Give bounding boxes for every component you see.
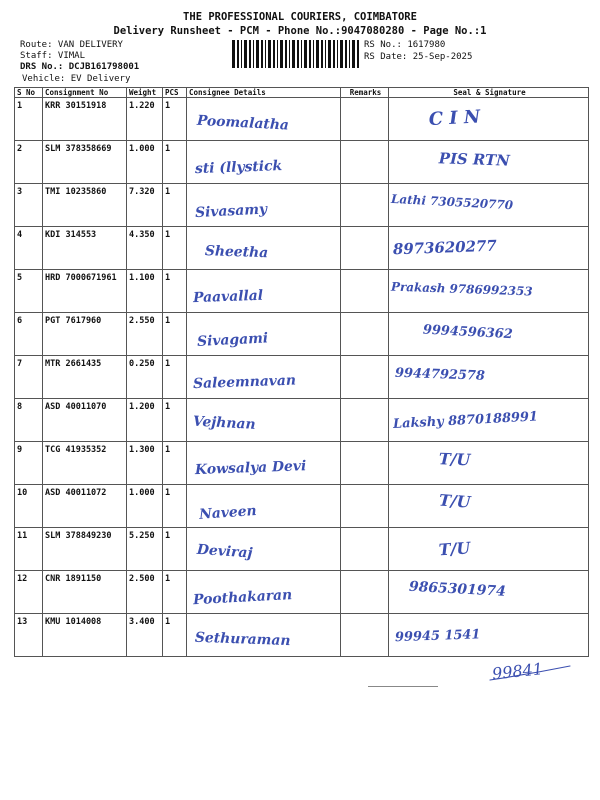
cell-pcs: 1 bbox=[163, 98, 187, 141]
cell-remarks bbox=[341, 270, 389, 313]
col-seal: Seal & Signature bbox=[389, 88, 589, 98]
cell-remarks bbox=[341, 98, 389, 141]
svg-text:Lakshy 8870188991: Lakshy 8870188991 bbox=[392, 409, 539, 432]
table-row bbox=[15, 313, 589, 356]
svg-text:Naveen: Naveen bbox=[198, 502, 258, 523]
cell-consignment: ASD 40011070 bbox=[43, 399, 127, 442]
svg-text:Prakash 9786992353: Prakash 9786992353 bbox=[390, 279, 533, 299]
cell-pcs: 1 bbox=[163, 485, 187, 528]
svg-text:Vejhnan: Vejhnan bbox=[192, 413, 256, 433]
cell-consignee-signature bbox=[187, 98, 341, 141]
cell-remarks bbox=[341, 184, 389, 227]
cell-consignee-signature bbox=[187, 184, 341, 227]
cell-consignment: SLM 378849230 bbox=[43, 528, 127, 571]
cell-consignment: TMI 10235860 bbox=[43, 184, 127, 227]
svg-text:T/U: T/U bbox=[438, 490, 472, 512]
cell-seal-signature bbox=[389, 141, 589, 184]
cell-consignee-signature bbox=[187, 227, 341, 270]
cell-weight: 1.000 bbox=[127, 141, 163, 184]
divider-line bbox=[368, 686, 438, 687]
table-row bbox=[15, 485, 589, 528]
table-row bbox=[15, 442, 589, 485]
rs-number: RS No.: 1617980 bbox=[364, 40, 446, 50]
cell-pcs: 1 bbox=[163, 571, 187, 614]
cell-weight: 0.250 bbox=[127, 356, 163, 399]
cell-remarks bbox=[341, 614, 389, 657]
cell-pcs: 1 bbox=[163, 270, 187, 313]
cell-consignee-signature bbox=[187, 571, 341, 614]
table-row bbox=[15, 399, 589, 442]
cell-consignment: CNR 1891150 bbox=[43, 571, 127, 614]
cell-weight: 1.100 bbox=[127, 270, 163, 313]
svg-text:Sethuraman: Sethuraman bbox=[194, 629, 291, 650]
table-row bbox=[15, 571, 589, 614]
svg-text:Paavallal: Paavallal bbox=[192, 287, 264, 307]
svg-text:Sivasamy: Sivasamy bbox=[194, 201, 268, 222]
cell-consignment: KMU 1014008 bbox=[43, 614, 127, 657]
table-row bbox=[15, 184, 589, 227]
svg-text:99945 1541: 99945 1541 bbox=[394, 627, 481, 646]
cell-seal-signature bbox=[389, 184, 589, 227]
table-row bbox=[15, 227, 589, 270]
cell-consignment: SLM 378358669 bbox=[43, 141, 127, 184]
svg-text:Poomalatha: Poomalatha bbox=[196, 112, 290, 134]
cell-consignment: ASD 40011072 bbox=[43, 485, 127, 528]
cell-seal-signature bbox=[389, 399, 589, 442]
cell-sno: 1 bbox=[15, 98, 43, 141]
col-weight: Weight bbox=[127, 88, 163, 98]
cell-sno: 11 bbox=[15, 528, 43, 571]
cell-pcs: 1 bbox=[163, 356, 187, 399]
svg-text:T/U: T/U bbox=[438, 538, 471, 560]
table-row bbox=[15, 141, 589, 184]
cell-consignee-signature bbox=[187, 313, 341, 356]
cell-sno: 6 bbox=[15, 313, 43, 356]
rs-date: RS Date: 25-Sep-2025 bbox=[364, 52, 473, 62]
col-pcs: PCS bbox=[163, 88, 187, 98]
table-row bbox=[15, 270, 589, 313]
cell-sno: 12 bbox=[15, 571, 43, 614]
cell-seal-signature bbox=[389, 571, 589, 614]
route-label: Route: VAN DELIVERY bbox=[20, 40, 123, 50]
cell-remarks bbox=[341, 313, 389, 356]
cell-remarks bbox=[341, 141, 389, 184]
drs-number: DRS No.: DCJB161798001 bbox=[20, 62, 140, 72]
barcode-image bbox=[232, 40, 360, 68]
cell-consignment: PGT 7617960 bbox=[43, 313, 127, 356]
col-remarks: Remarks bbox=[341, 88, 389, 98]
cell-seal-signature bbox=[389, 442, 589, 485]
cell-seal-signature bbox=[389, 528, 589, 571]
cell-weight: 1.220 bbox=[127, 98, 163, 141]
svg-text:PIS RTN: PIS RTN bbox=[438, 149, 511, 170]
cell-pcs: 1 bbox=[163, 141, 187, 184]
cell-weight: 4.350 bbox=[127, 227, 163, 270]
cell-seal-signature bbox=[389, 485, 589, 528]
svg-text:sti (llystick: sti (llystick bbox=[194, 158, 283, 178]
cell-remarks bbox=[341, 399, 389, 442]
svg-text:9944792578: 9944792578 bbox=[394, 365, 486, 384]
cell-weight: 1.300 bbox=[127, 442, 163, 485]
svg-text:Saleemnavan: Saleemnavan bbox=[192, 372, 297, 393]
cell-sno: 5 bbox=[15, 270, 43, 313]
cell-sno: 4 bbox=[15, 227, 43, 270]
svg-text:T/U: T/U bbox=[438, 449, 471, 470]
cell-consignment: HRD 7000671961 bbox=[43, 270, 127, 313]
svg-text:C I N: C I N bbox=[428, 106, 481, 131]
cell-consignee-signature bbox=[187, 356, 341, 399]
table-row bbox=[15, 356, 589, 399]
cell-sno: 3 bbox=[15, 184, 43, 227]
svg-text:Sivagami: Sivagami bbox=[196, 330, 269, 351]
svg-text:Lathi 7305520770: Lathi 7305520770 bbox=[390, 191, 514, 213]
cell-weight: 1.200 bbox=[127, 399, 163, 442]
cell-weight: 1.000 bbox=[127, 485, 163, 528]
cell-consignment: KRR 30151918 bbox=[43, 98, 127, 141]
table-row bbox=[15, 98, 589, 141]
cell-sno: 13 bbox=[15, 614, 43, 657]
cell-weight: 5.250 bbox=[127, 528, 163, 571]
table-row bbox=[15, 528, 589, 571]
cell-remarks bbox=[341, 485, 389, 528]
svg-text:8973620277: 8973620277 bbox=[392, 236, 497, 259]
cell-consignment: TCG 41935352 bbox=[43, 442, 127, 485]
cell-consignment: MTR 2661435 bbox=[43, 356, 127, 399]
runsheet-table bbox=[14, 87, 589, 657]
cell-pcs: 1 bbox=[163, 313, 187, 356]
cell-pcs: 1 bbox=[163, 528, 187, 571]
svg-text:Poothakaran: Poothakaran bbox=[192, 587, 293, 609]
col-sno: S No bbox=[15, 88, 43, 98]
col-consignee: Consignee Details bbox=[187, 88, 341, 98]
cell-seal-signature bbox=[389, 98, 589, 141]
cell-pcs: 1 bbox=[163, 184, 187, 227]
table-header-row bbox=[15, 88, 589, 98]
staff-label: Staff: VIMAL bbox=[20, 51, 86, 61]
handwritten-note bbox=[470, 650, 580, 690]
cell-sno: 2 bbox=[15, 141, 43, 184]
cell-consignee-signature bbox=[187, 528, 341, 571]
cell-remarks bbox=[341, 528, 389, 571]
cell-weight: 2.550 bbox=[127, 313, 163, 356]
cell-remarks bbox=[341, 442, 389, 485]
runsheet-subtitle: Delivery Runsheet - PCM - Phone No.:9047080280 - Page No.:1 bbox=[113, 25, 487, 37]
cell-remarks bbox=[341, 571, 389, 614]
cell-consignee-signature bbox=[187, 614, 341, 657]
cell-weight: 2.500 bbox=[127, 571, 163, 614]
cell-weight: 3.400 bbox=[127, 614, 163, 657]
cell-pcs: 1 bbox=[163, 399, 187, 442]
cell-remarks bbox=[341, 227, 389, 270]
cell-pcs: 1 bbox=[163, 614, 187, 657]
svg-text:99841: 99841 bbox=[491, 659, 544, 684]
cell-consignee-signature bbox=[187, 485, 341, 528]
cell-sno: 7 bbox=[15, 356, 43, 399]
svg-text:Deviraj: Deviraj bbox=[196, 541, 253, 562]
cell-weight: 7.320 bbox=[127, 184, 163, 227]
cell-consignee-signature bbox=[187, 141, 341, 184]
cell-seal-signature bbox=[389, 356, 589, 399]
vehicle-label: Vehicle: EV Delivery bbox=[22, 74, 131, 84]
cell-pcs: 1 bbox=[163, 227, 187, 270]
cell-consignee-signature bbox=[187, 270, 341, 313]
company-title: THE PROFESSIONAL COURIERS, COIMBATORE bbox=[183, 11, 417, 23]
svg-text:9865301974: 9865301974 bbox=[408, 578, 507, 600]
cell-remarks bbox=[341, 356, 389, 399]
cell-sno: 10 bbox=[15, 485, 43, 528]
cell-consignee-signature bbox=[187, 442, 341, 485]
cell-sno: 8 bbox=[15, 399, 43, 442]
svg-text:Kowsalya Devi: Kowsalya Devi bbox=[194, 458, 307, 479]
svg-text:Sheetha: Sheetha bbox=[204, 243, 269, 262]
col-consignment: Consignment No bbox=[43, 88, 127, 98]
cell-pcs: 1 bbox=[163, 442, 187, 485]
cell-seal-signature bbox=[389, 270, 589, 313]
cell-seal-signature bbox=[389, 313, 589, 356]
cell-consignee-signature bbox=[187, 399, 341, 442]
cell-consignment: KDI 314553 bbox=[43, 227, 127, 270]
cell-seal-signature bbox=[389, 227, 589, 270]
svg-text:9994596362: 9994596362 bbox=[422, 322, 514, 343]
cell-sno: 9 bbox=[15, 442, 43, 485]
